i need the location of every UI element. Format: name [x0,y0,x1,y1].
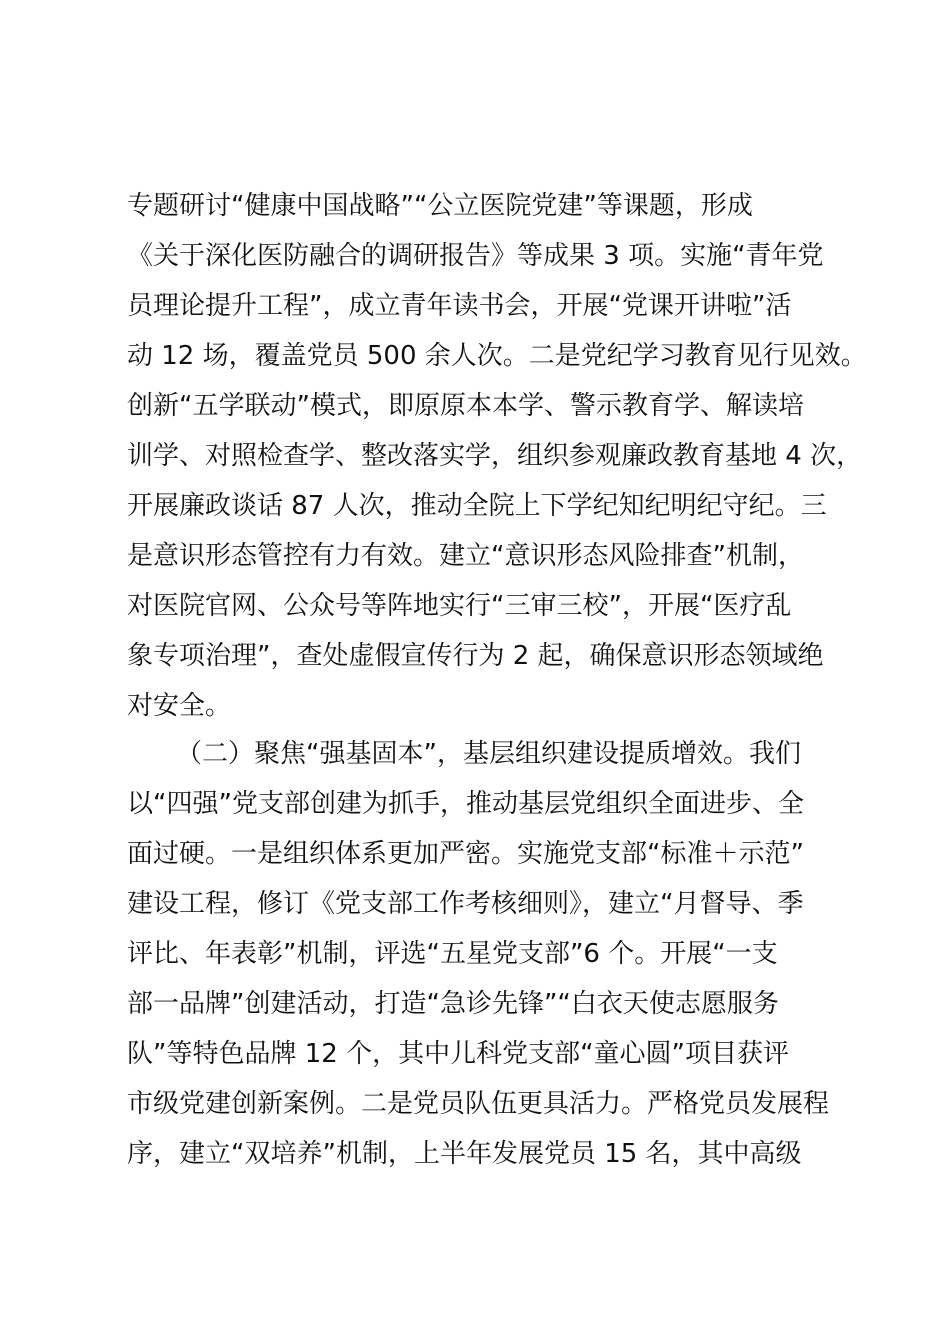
text-line: 训学、对照检查学、整改落实学，组织参观廉政教育基地 4 次， [127,441,863,471]
text-line: 开展廉政谈话 87 人次，推动全院上下学纪知纪明纪守纪。三 [127,491,827,521]
text-line: 序，建立“双培养”机制，上半年发展党员 15 名，其中高级 [127,1139,802,1169]
text-line: 评比、年表彰”机制，评选“五星党支部”6 个。开展“一支 [127,939,778,969]
text-line: 动 12 场，覆盖党员 500 余人次。二是党纪学习教育见行见效。 [127,341,867,371]
text-line: 专题研讨“健康中国战略”“公立医院党建”等课题，形成 [127,191,753,221]
text-line: 对医院官网、公众号等阵地实行“三审三校”，开展“医疗乱 [127,591,792,621]
text-line: 以“四强”党支部创建为抓手，推动基层党组织全面进步、全 [127,789,804,819]
section-heading-line: （二）聚焦“强基固本”，基层组织建设提质增效。我们 [176,739,801,769]
text-line: 建设工程，修订《党支部工作考核细则》，建立“月督导、季 [127,889,804,919]
text-line: 市级党建创新案例。二是党员队伍更具活力。严格党员发展程 [127,1089,830,1119]
text-line: 是意识形态管控有力有效。建立“意识形态风险排查”机制， [127,541,804,571]
text-line: 队”等特色品牌 12 个，其中儿科党支部“童心圆”项目获评 [127,1039,790,1069]
text-line: 《关于深化医防融合的调研报告》等成果 3 项。实施“青年党 [127,241,824,271]
text-line: 对安全。 [127,691,232,721]
text-line: 象专项治理”，查处虚假宣传行为 2 起，确保意识形态领域绝 [127,641,824,671]
text-line: 面过硬。一是组织体系更加严密。实施党支部“标准＋示范” [127,839,804,869]
text-line: 创新“五学联动”模式，即原原本本学、警示教育学、解读培 [127,391,804,421]
text-line: 员理论提升工程”，成立青年读书会，开展“党课开讲啦”活 [127,291,792,321]
text-line: 部一品牌”创建活动，打造“急诊先锋”“白衣天使志愿服务 [127,989,779,1019]
